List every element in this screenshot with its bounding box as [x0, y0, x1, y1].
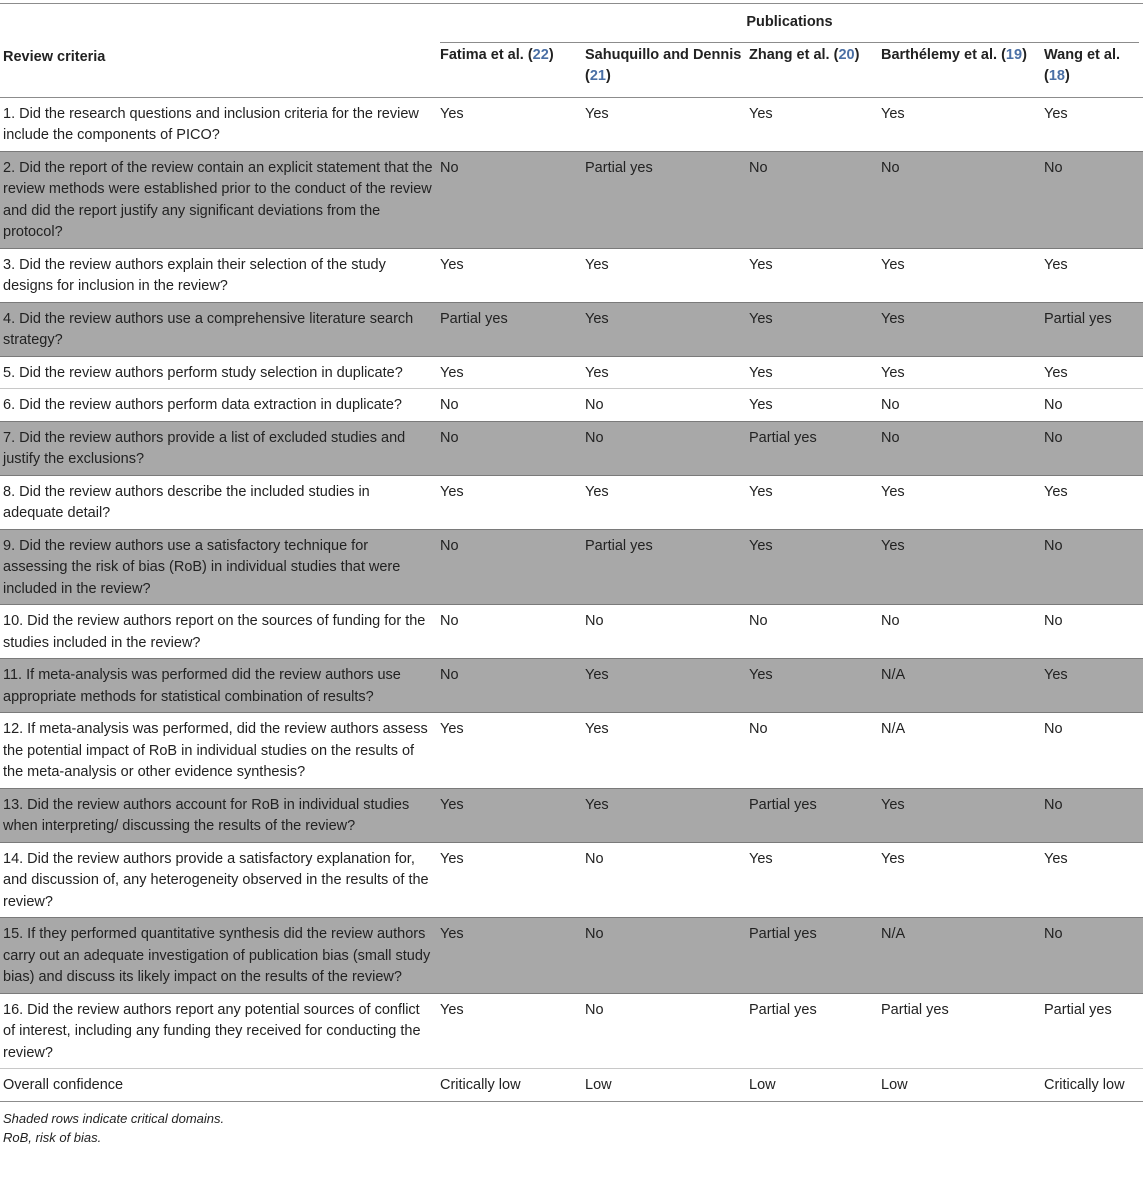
rating-cell: Critically low — [1041, 1069, 1143, 1102]
publications-group-header — [437, 4, 1143, 43]
table-row — [0, 713, 1143, 789]
rating-cell: Partial yes — [746, 788, 878, 842]
rating-cell: No — [582, 421, 746, 475]
table-row — [0, 605, 1143, 659]
table-row — [0, 993, 1143, 1069]
rating-cell: No — [437, 529, 582, 605]
rating-cell: Yes — [585, 105, 609, 122]
criterion-cell: 7. Did the review authors provide a list of excluded studies and justify the exclusions? — [0, 421, 437, 475]
rating-cell: No — [585, 1001, 604, 1018]
table-row — [0, 1069, 1143, 1102]
table-row — [0, 529, 1143, 605]
rating-cell: No — [437, 659, 582, 713]
column-header-criteria: Review criteria — [3, 48, 106, 65]
rating-cell: Partial yes — [749, 1001, 817, 1018]
rating-cell: No — [1041, 151, 1143, 248]
rating-cell: No — [1041, 918, 1143, 994]
rating-cell: Yes — [440, 105, 464, 122]
rating-cell: Yes — [1044, 105, 1068, 122]
rating-cell: No — [746, 151, 878, 248]
rating-cell: N/A — [878, 659, 1041, 713]
rating-cell: Low — [582, 1069, 746, 1102]
criterion-cell: 1. Did the research questions and inclusion criteria for the review include the components of PICO? — [3, 105, 419, 143]
criterion-cell: 4. Did the review authors use a comprehensive literature search strategy? — [0, 302, 437, 356]
rating-cell: No — [749, 721, 768, 737]
rating-cell: Partial yes — [437, 302, 582, 356]
rating-cell: No — [878, 421, 1041, 475]
rating-cell: Partial yes — [1041, 302, 1143, 356]
rating-cell: Yes — [582, 788, 746, 842]
rating-cell: Yes — [1044, 483, 1068, 500]
rating-cell: Low — [746, 1069, 878, 1102]
rating-cell: No — [585, 850, 604, 867]
rating-cell: Partial yes — [746, 421, 878, 475]
rating-cell: No — [1041, 788, 1143, 842]
table-footnotes — [0, 1102, 1145, 1147]
table-row — [0, 918, 1143, 994]
rating-cell: Yes — [585, 364, 609, 381]
rating-cell: Yes — [1044, 364, 1068, 381]
criterion-cell: 13. Did the review authors account for RoB in individual studies when interpreting/ discussing the results of the review? — [0, 788, 437, 842]
table-row — [0, 389, 1143, 422]
rating-cell: Yes — [878, 788, 1041, 842]
rating-cell: Yes — [440, 850, 464, 867]
criterion-cell: 3. Did the review authors explain their selection of the study designs for inclusion in the review? — [3, 256, 386, 294]
criterion-cell: Overall confidence — [0, 1069, 437, 1102]
rating-cell: Yes — [746, 302, 878, 356]
table-row — [0, 151, 1143, 248]
publications-title: Publications — [440, 12, 1139, 43]
table-row — [0, 356, 1143, 389]
table-row — [0, 248, 1143, 302]
rating-cell: Yes — [1044, 850, 1068, 867]
footnote: Shaded rows indicate critical domains. — [3, 1110, 225, 1126]
column-header-row — [0, 43, 1143, 98]
rating-cell: No — [881, 613, 900, 629]
rating-cell: Partial yes — [1044, 1001, 1112, 1018]
rating-cell: Yes — [440, 256, 464, 273]
table-row — [0, 788, 1143, 842]
criterion-cell: 16. Did the review authors report any potential sources of conflict of interest, including any funding they received for conducting the review? — [3, 1001, 421, 1061]
table-row — [0, 97, 1143, 151]
rating-cell: No — [1044, 721, 1063, 737]
table-row — [0, 659, 1143, 713]
rating-cell: Yes — [878, 529, 1041, 605]
column-header-publication: Wang et al. (18) — [1044, 46, 1120, 84]
rating-cell: Critically low — [437, 1069, 582, 1102]
rating-cell: No — [437, 151, 582, 248]
rating-cell: Partial yes — [746, 918, 878, 994]
review-criteria-table — [0, 3, 1143, 1102]
table-row — [0, 421, 1143, 475]
table-row — [0, 302, 1143, 356]
rating-cell: Partial yes — [582, 151, 746, 248]
rating-cell: Yes — [881, 256, 905, 273]
rating-cell: Low — [878, 1069, 1041, 1102]
criterion-cell: 11. If meta-analysis was performed did the review authors use appropriate methods for statistical combination of results? — [0, 659, 437, 713]
criterion-cell: 8. Did the review authors describe the included studies in adequate detail? — [3, 483, 370, 521]
rating-cell: Yes — [585, 483, 609, 500]
criterion-cell: 5. Did the review authors perform study selection in duplicate? — [3, 364, 403, 381]
criterion-cell: 9. Did the review authors use a satisfactory technique for assessing the risk of bias (RoB) in individual studies that were included in the review? — [0, 529, 437, 605]
rating-cell: Yes — [881, 105, 905, 122]
rating-cell: Yes — [1044, 256, 1068, 273]
rating-cell: Yes — [440, 483, 464, 500]
rating-cell: Yes — [582, 302, 746, 356]
criterion-cell: 2. Did the report of the review contain an explicit statement that the review methods were established prior to the conduct of the review and did the report justify any significant deviations from the protocol? — [0, 151, 437, 248]
rating-cell: Partial yes — [881, 1001, 949, 1018]
rating-cell: Yes — [440, 721, 464, 737]
rating-cell: Yes — [585, 256, 609, 273]
criterion-cell: 12. If meta-analysis was performed, did the review authors assess the potential impact of RoB in individual studies on the results of the meta-analysis or other evidence synthesis? — [3, 721, 428, 780]
group-header-row — [0, 4, 1143, 43]
rating-cell: Yes — [746, 389, 878, 422]
rating-cell: N/A — [881, 721, 906, 737]
criterion-cell: 15. If they performed quantitative synthesis did the review authors carry out an adequate investigation of publication bias (small study bias) and discuss its likely impact on the results of the review? — [0, 918, 437, 994]
rating-cell: N/A — [878, 918, 1041, 994]
footnote: RoB, risk of bias. — [3, 1129, 102, 1145]
rating-cell: Yes — [878, 302, 1041, 356]
criterion-cell: 6. Did the review authors perform data extraction in duplicate? — [0, 389, 437, 422]
rating-cell: Yes — [746, 659, 878, 713]
rating-cell: No — [440, 613, 459, 629]
rating-cell: Yes — [749, 105, 773, 122]
criterion-cell: 14. Did the review authors provide a satisfactory explanation for, and discussion of, any heterogeneity observed in the results of the review? — [3, 850, 429, 910]
rating-cell: Yes — [749, 364, 773, 381]
rating-cell: No — [585, 613, 604, 629]
column-header-publication: Fatima et al. (22) — [440, 46, 554, 63]
rating-cell: No — [1044, 613, 1063, 629]
rating-cell: No — [749, 613, 768, 629]
rating-cell: No — [1041, 389, 1143, 422]
column-header-publication: Sahuquillo and Dennis (21) — [585, 46, 742, 84]
rating-cell: Yes — [749, 483, 773, 500]
column-header-publication: Zhang et al. (20) — [749, 46, 860, 63]
rating-cell: Yes — [881, 364, 905, 381]
criterion-cell: 10. Did the review authors report on the sources of funding for the studies included in the review? — [3, 613, 426, 651]
rating-cell: Yes — [582, 659, 746, 713]
rating-cell: No — [878, 151, 1041, 248]
rating-cell: No — [582, 918, 746, 994]
rating-cell: Yes — [585, 721, 609, 737]
column-header-publication: Barthélemy et al. (19) — [881, 46, 1027, 63]
rating-cell: Yes — [437, 918, 582, 994]
rating-cell: No — [878, 389, 1041, 422]
rating-cell: Yes — [881, 483, 905, 500]
rating-cell: Yes — [440, 1001, 464, 1018]
rating-cell: Yes — [749, 850, 773, 867]
rating-cell: Yes — [440, 364, 464, 381]
rating-cell: No — [437, 389, 582, 422]
table-row — [0, 475, 1143, 529]
rating-cell: No — [582, 389, 746, 422]
rating-cell: Yes — [437, 788, 582, 842]
rating-cell: No — [437, 421, 582, 475]
rating-cell: Partial yes — [582, 529, 746, 605]
table-row — [0, 842, 1143, 918]
rating-cell: Yes — [746, 529, 878, 605]
rating-cell: No — [1041, 421, 1143, 475]
rating-cell: No — [1041, 529, 1143, 605]
rating-cell: Yes — [1041, 659, 1143, 713]
rating-cell: Yes — [881, 850, 905, 867]
rating-cell: Yes — [749, 256, 773, 273]
